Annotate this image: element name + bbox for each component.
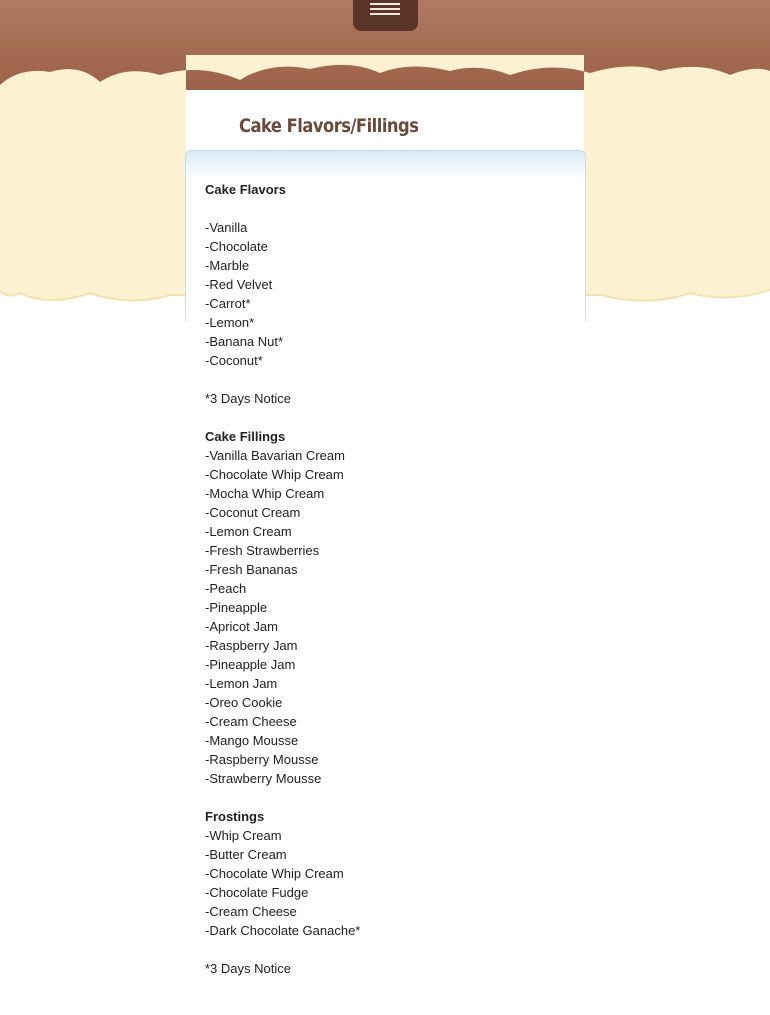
list-item: -Pineapple Jam bbox=[205, 657, 296, 672]
list-item: -Apricot Jam bbox=[205, 619, 278, 634]
list-item: -Banana Nut* bbox=[205, 334, 284, 349]
frostings-note: *3 Days Notice bbox=[205, 961, 291, 976]
content-body bbox=[205, 180, 575, 978]
list-item: -Chocolate Fudge bbox=[205, 885, 309, 900]
list-item: -Red Velvet bbox=[205, 277, 273, 292]
flavors-note: *3 Days Notice bbox=[205, 391, 291, 406]
list-item: -Fresh Bananas bbox=[205, 562, 298, 577]
list-item: -Marble bbox=[205, 258, 250, 273]
list-item: -Pineapple bbox=[205, 600, 268, 615]
hamburger-menu-icon bbox=[370, 0, 400, 14]
flavors-heading: Cake Flavors bbox=[205, 182, 286, 197]
frostings-heading: Frostings bbox=[205, 809, 265, 824]
list-item: -Strawberry Mousse bbox=[205, 771, 322, 786]
list-item: -Raspberry Jam bbox=[205, 638, 298, 653]
list-item: -Lemon Jam bbox=[205, 676, 278, 691]
list-item: -Oreo Cookie bbox=[205, 695, 283, 710]
list-item: -Chocolate bbox=[205, 239, 268, 254]
list-item: -Lemon* bbox=[205, 315, 255, 330]
list-item: -Mocha Whip Cream bbox=[205, 486, 325, 501]
list-item: -Vanilla bbox=[205, 220, 248, 235]
list-item: -Coconut Cream bbox=[205, 505, 301, 520]
list-item: -Raspberry Mousse bbox=[205, 752, 319, 767]
page-title: Cake Flavors/Fillings bbox=[239, 115, 419, 137]
list-item: -Dark Chocolate Ganache* bbox=[205, 923, 361, 938]
list-item: -Lemon Cream bbox=[205, 524, 292, 539]
list-item: -Whip Cream bbox=[205, 828, 282, 843]
list-item: -Chocolate Whip Cream bbox=[205, 467, 344, 482]
list-item: -Fresh Strawberries bbox=[205, 543, 320, 558]
list-item: -Cream Cheese bbox=[205, 714, 297, 729]
list-item: -Cream Cheese bbox=[205, 904, 297, 919]
list-item: -Butter Cream bbox=[205, 847, 287, 862]
page-title-wrap bbox=[239, 115, 448, 137]
list-item: -Peach bbox=[205, 581, 247, 596]
menu-button[interactable] bbox=[353, 0, 418, 31]
list-item: -Coconut* bbox=[205, 353, 263, 368]
list-item: -Carrot* bbox=[205, 296, 251, 311]
list-item: -Mango Mousse bbox=[205, 733, 299, 748]
list-item: -Vanilla Bavarian Cream bbox=[205, 448, 345, 463]
fillings-heading: Cake Fillings bbox=[205, 429, 286, 444]
list-item: -Chocolate Whip Cream bbox=[205, 866, 344, 881]
